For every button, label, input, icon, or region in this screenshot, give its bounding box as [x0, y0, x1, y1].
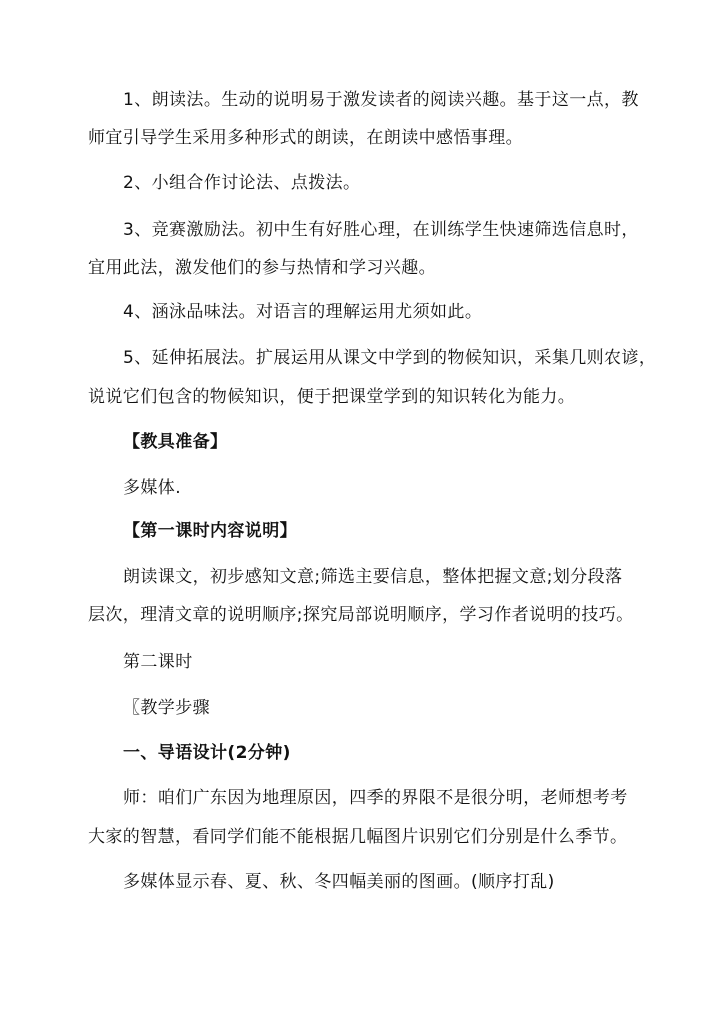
- first-lesson-line-1: 朗读课文，初步感知文意;筛选主要信息，整体把握文意;划分段落: [123, 567, 623, 587]
- first-lesson-line-2: 层次，理清文章的说明顺序;探究局部说明顺序，学习作者说明的技巧。: [88, 605, 634, 625]
- multimedia-display-text: 多媒体显示春、夏、秋、冬四幅美丽的图画。(顺序打乱): [123, 872, 555, 892]
- method-1-line-1: 1、朗读法。生动的说明易于激发读者的阅读兴趣。基于这一点，教: [123, 90, 639, 110]
- teaching-tools-heading: 【教具准备】: [123, 432, 228, 452]
- teaching-steps-title: 〖教学步骤: [123, 698, 210, 718]
- second-lesson-title: 第二课时: [123, 652, 193, 672]
- teaching-tools-text: 多媒体.: [123, 478, 182, 498]
- method-3-line-2: 宜用此法，激发他们的参与热情和学习兴趣。: [88, 258, 436, 278]
- introduction-heading: 一、导语设计(2分钟): [123, 743, 291, 763]
- method-2-line-1: 2、小组合作讨论法、点拨法。: [123, 173, 361, 193]
- teacher-speech-line-1: 师：咱们广东因为地理原因，四季的界限不是很分明，老师想考考: [123, 788, 628, 808]
- method-1-line-2: 师宜引导学生采用多种形式的朗读，在朗读中感悟事理。: [88, 128, 523, 148]
- method-3-line-1: 3、竞赛激励法。初中生有好胜心理，在训练学生快速筛选信息时，: [123, 220, 639, 240]
- method-4-line-1: 4、涵泳品味法。对语言的理解运用尤须如此。: [123, 302, 483, 322]
- first-lesson-heading: 【第一课时内容说明】: [123, 521, 297, 541]
- method-5-line-2: 说说它们包含的物候知识，便于把课堂学到的知识转化为能力。: [88, 387, 576, 407]
- method-5-line-1: 5、延伸拓展法。扩展运用从课文中学到的物候知识，采集几则农谚，: [123, 348, 657, 368]
- teacher-speech-line-2: 大家的智慧，看同学们能不能根据几幅图片识别它们分别是什么季节。: [88, 827, 628, 847]
